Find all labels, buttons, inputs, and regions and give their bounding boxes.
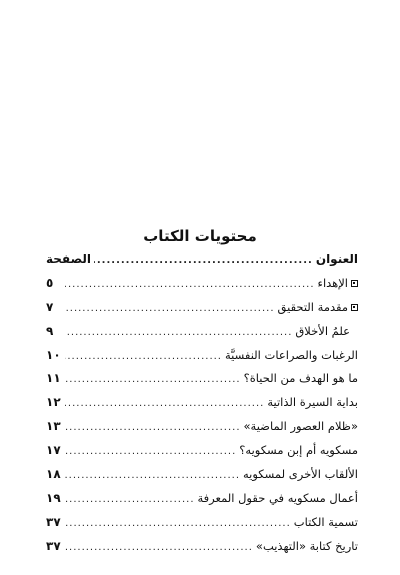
toc-entry — [46, 296, 358, 320]
toc-leader-dots — [65, 368, 241, 392]
toc-entries — [46, 272, 358, 559]
square-bullet-icon — [351, 304, 358, 311]
toc-entry-page: ٣٧ — [46, 538, 61, 553]
toc-entry — [46, 415, 358, 439]
toc-header-label: العنوان — [315, 252, 358, 266]
toc-entry-label — [243, 463, 358, 487]
table-of-contents — [46, 248, 358, 559]
toc-entry — [46, 463, 358, 487]
toc-leader-dots — [65, 273, 315, 297]
toc-entry — [46, 320, 358, 344]
toc-entry-text: «ظلام العصور الماضية» — [243, 419, 358, 434]
toc-entry-text: أعمال مسكويه في حقول المعرفة — [197, 490, 358, 505]
toc-header-page: الصفحة — [46, 252, 92, 266]
toc-entry-page: ١٠ — [46, 347, 61, 362]
toc-entry-page: ٥ — [46, 275, 54, 290]
toc-leader-dots — [65, 536, 253, 560]
toc-leader-dots — [65, 440, 236, 464]
toc-leader-dots — [94, 249, 313, 273]
toc-entry-label — [267, 391, 358, 415]
toc-entry-page: ٣٧ — [46, 514, 61, 529]
toc-entry-page: ١٣ — [46, 419, 61, 434]
toc-entry-label — [318, 272, 358, 296]
toc-entry-page: ٧ — [46, 299, 54, 314]
square-bullet-icon — [351, 280, 358, 287]
toc-entry — [46, 391, 358, 415]
toc-entry — [46, 344, 358, 368]
toc-entry-page: ١٩ — [46, 490, 61, 505]
toc-entry-label — [278, 296, 358, 320]
toc-entry-text: ما هو الهدف من الحياة؟ — [243, 371, 358, 386]
toc-leader-dots — [65, 416, 241, 440]
toc-entry — [46, 367, 358, 391]
toc-entry-text: تاريخ كتابة «التهذيب» — [255, 538, 358, 553]
toc-entry-text: علمُ الأخلاق — [295, 323, 350, 338]
toc-entry-label — [244, 367, 358, 391]
toc-entry-page: ٩ — [46, 323, 54, 338]
toc-leader-dots — [65, 321, 292, 345]
toc-leader-dots — [65, 297, 275, 321]
toc-entry-text: مسكويه أم إبن مسكويه؟ — [239, 443, 358, 458]
toc-leader-dots — [65, 392, 264, 416]
toc-entry-text: بداية السيرة الذاتية — [267, 395, 358, 410]
toc-entry-text: الرغبات والصراعات النفسيَّة — [224, 347, 358, 362]
toc-entry — [46, 511, 358, 535]
toc-entry — [46, 535, 358, 559]
toc-entry-label — [225, 344, 358, 368]
toc-entry-text: الإهداء — [317, 275, 348, 290]
toc-entry-text: الألقاب الأخرى لمسكويه — [243, 467, 358, 482]
toc-entry-page: ١٧ — [46, 443, 61, 458]
toc-entry — [46, 272, 358, 296]
toc-entry-label — [244, 415, 358, 439]
toc-leader-dots — [65, 345, 222, 369]
toc-entry-label — [295, 320, 358, 344]
toc-entry — [46, 439, 358, 463]
toc-entry-page: ١٢ — [46, 395, 61, 410]
toc-leader-dots — [65, 512, 291, 536]
toc-entry-text: مقدمة التحقيق — [277, 299, 348, 314]
toc-entry-label — [256, 535, 358, 559]
toc-title: محتويات الكتاب — [143, 227, 257, 245]
toc-entry-label — [294, 511, 358, 535]
toc-entry-page: ١٨ — [46, 467, 61, 482]
toc-entry-label — [198, 487, 358, 511]
toc-leader-dots — [65, 488, 195, 512]
toc-entry — [46, 487, 358, 511]
toc-entry-text: تسمية الكتاب — [293, 514, 358, 529]
toc-entry-label — [239, 439, 358, 463]
toc-entry-page: ١١ — [46, 371, 61, 386]
toc-leader-dots — [65, 464, 240, 488]
toc-header-row — [46, 248, 358, 272]
